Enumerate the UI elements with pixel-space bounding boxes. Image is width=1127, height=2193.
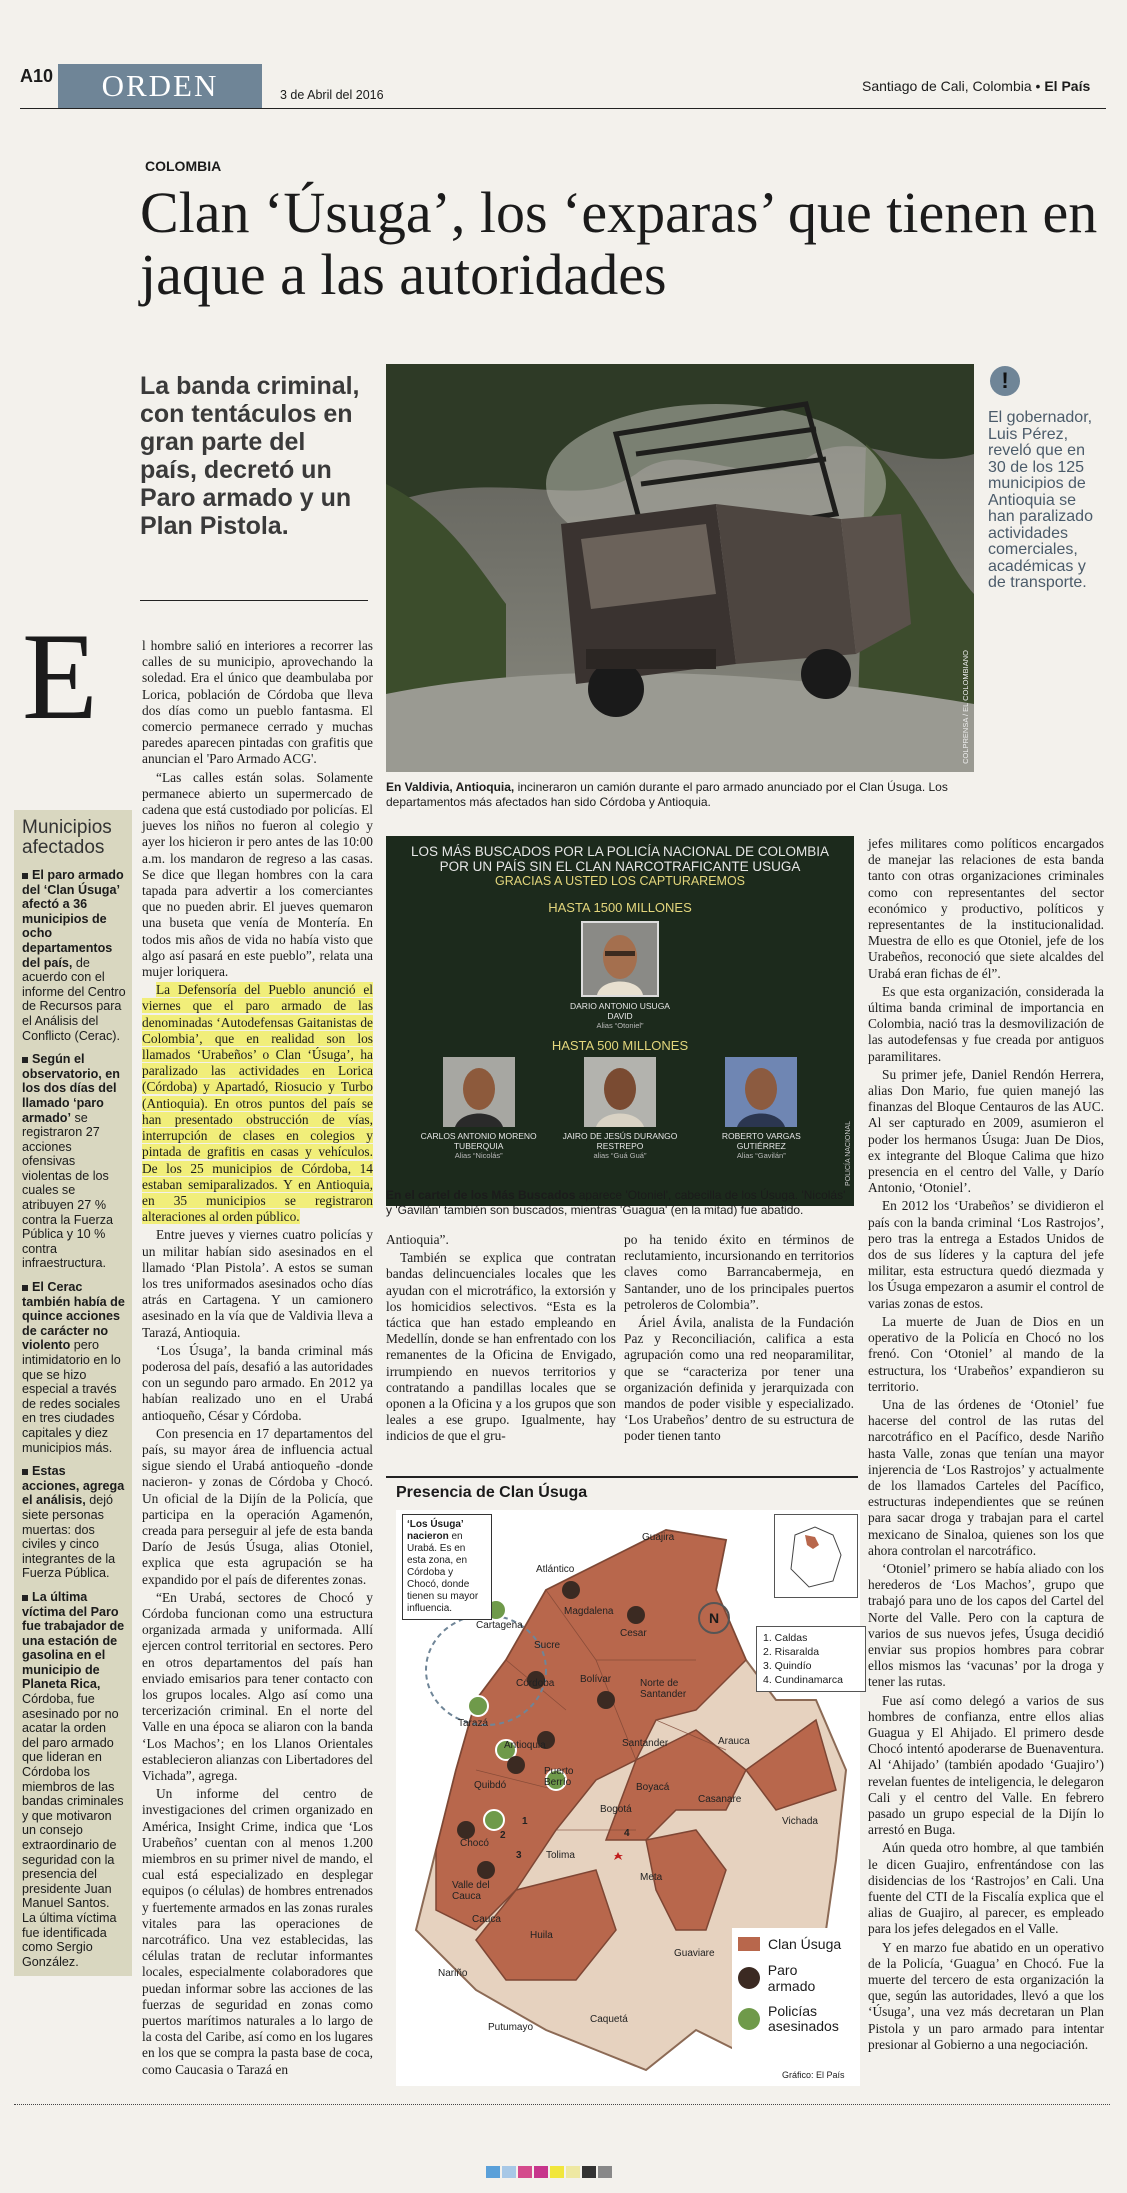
map-label: Atlántico <box>536 1564 575 1575</box>
truck-photo <box>386 364 974 772</box>
numbered-item: 2. Risaralda <box>763 1646 820 1658</box>
paragraph: Con presencia en 17 departamentos del país, su mayor área de influencia actual sigue siendo el Urabá antioqueño -donde nacieron- y zonas de Córdoba y Chocó. Un oficial de la Dijín de la Policía, que participa en la operación Agamenón, creada para perseguir al jefe de esta banda Darío de Jesús Úsuga, alias Otoniel, explica que esta agrupación se ha expandido por el país de diferentes zonas. <box>142 1425 373 1587</box>
map-label: Guaviare <box>674 1948 715 1959</box>
wanted-poster <box>386 836 854 1206</box>
headline: Clan ‘Úsuga’, los ‘exparas’ que tienen en jaque a las autoridades <box>140 180 1098 307</box>
page-number: A10 <box>20 66 54 86</box>
paragraph: La muerte de Juan de Dios en un operativo de la Policía en Chocó no los frenó. Con ‘Otoniel’ al mando de la estructura, los ‘Urabeños’ expandieron su territorio. <box>868 1313 1104 1394</box>
wanted-person-card <box>560 1057 680 1160</box>
reward-1: HASTA 1500 MILLONES <box>548 900 692 915</box>
map-label: Caquetá <box>590 2014 628 2025</box>
paragraph: “En Urabá, sectores de Chocó y Córdoba funcionan como una estructura organizada armada y uniformada. Allí ejercen control territorial en sectores. Pero en otros departamentos del país han enviado emisarios para tener contacto con los grupos locales. Algo así como una tercerización criminal. En el norte del Valle en una época se aliaron con la banda ‘Los Machos’; en los Llanos Orientales establecieron alianzas con Libertadores del Vichada”, agrega. <box>142 1589 373 1784</box>
legend-row: Clan Úsuga <box>738 1936 848 1952</box>
colombia-map <box>396 1510 860 2086</box>
header-place: Santiago de Cali, Colombia • El País <box>862 78 1091 94</box>
photo-credit: COLPRENSA / EL COLOMBIANO <box>961 650 970 764</box>
map-top-rule <box>386 1476 858 1478</box>
wanted-person-card <box>419 1057 539 1160</box>
paragraph: Fue así como delegó a varios de sus hombres de confianza, entre ellos alias Guagua y El Ahijado. El primero desde Chocó intentó apoderarse de Buenaventura. Al ‘Ahijado’ (también apodado ‘Guajiro’) revelan fuentes de inteligencia, le delegaron Cali y el centro del Valle. En febrero pasado un grupo especial de la Dijín lo arrestó en Buga. <box>868 1692 1104 1838</box>
poster-line-2: POR UN PAÍS SIN EL CLAN NARCOTRAFICANTE USUGA <box>439 859 801 874</box>
numbered-item: 4. Cundinamarca <box>763 1674 843 1686</box>
numbered-item: 1. Caldas <box>763 1632 808 1644</box>
header-date: 3 de Abril del 2016 <box>280 88 384 102</box>
legend-row: Policías asesinados <box>738 2004 848 2034</box>
map-label: Nariño <box>438 1968 468 1979</box>
map-label: Antioquia <box>504 1740 546 1751</box>
map-label: Quibdó <box>474 1780 507 1791</box>
map-label: 4 <box>624 1828 630 1839</box>
drop-cap: E <box>22 608 98 745</box>
kicker: COLOMBIA <box>145 158 222 174</box>
map-label: Cartagena <box>476 1620 523 1631</box>
map-label: Córdoba <box>516 1678 555 1689</box>
article-column-1 <box>142 638 373 2080</box>
map-label: Boyacá <box>636 1782 670 1793</box>
map-label: Norte de Santander <box>640 1678 687 1700</box>
map-inset <box>774 1514 858 1598</box>
map-callout: ‘Los Úsuga’ nacieron en Urabá. Es en esta zona, en Córdoba y Chocó, donde tienen su mayor influencia. <box>402 1514 492 1620</box>
portrait-guagua <box>584 1057 656 1127</box>
highlighted-paragraph: La Defensoría del Pueblo anunció el viernes que el paro armado de las denominadas ‘Autodefensas Gaitanistas de Colombia’, que en realidad son los llamados ‘Urabeños’ o Clan ‘Úsuga’, ha paralizado las actividades en Lorica (Córdoba) y Apartadó, Riosucio y Turbo (Antioquia). En otros puntos del país se han presentado obstrucción de vías, interrupción de clases en colegios y pintada de grafitis en casas y vehículos. De los 25 municipios de Córdoba, 14 estaban semiparalizados. Y en Antioquia, en 35 municipios se registraron alteraciones al orden público. <box>142 982 373 1225</box>
deck: La banda criminal, con tentáculos en gran parte del país, decretó un Paro armado y un Plan Pistola. <box>140 372 360 540</box>
wanted-person-card <box>701 1057 821 1160</box>
map-label: 3 <box>516 1850 522 1861</box>
person-name: CARLOS ANTONIO MORENO TUBERQUIA <box>420 1131 537 1151</box>
paragraph: jefes militares como políticos encargados de manejar las relaciones de esta banda tanto con otras organizaciones criminales como con representantes del sector económico y productivo, políticos y representantes de la institucionalidad. Muestra de ello es que Otoniel, jefe de los Urabeños, reconoció que siete alcaldes del Urabá eran fichas de él”. <box>868 836 1104 981</box>
map-label: 2 <box>500 1830 506 1841</box>
paragraph: Y en marzo fue abatido en un operativo de la Policía, ‘Guagua’ en Chocó. Fue la muerte del tercero de esta organización la que, según las autoridades, llevó a que los ‘Úsuga’, una vez más decretaran un Plan Pistola y un paro armado para intentar presionar al Gobierno a una negociación. <box>868 1939 1104 2052</box>
paragraph: ‘Otoniel’ primero se había aliado con los herederos de ‘Los Machos’, grupo que trabajó para uno de los capos del Cartel del Norte del Valle. Pero con la captura de varios de sus nuevos jefes, Úsuga decidió enviar sus propios hombres para cobrar ellos mismos las ‘vacunas’ por la droga y tener las rutas. <box>868 1560 1104 1690</box>
map-label: Tarazá <box>458 1718 489 1729</box>
paragraph: Antioquia”. <box>386 1232 449 1247</box>
portrait-nicolas <box>443 1057 515 1127</box>
map-label: Meta <box>640 1872 663 1883</box>
legend-row: Paro armado <box>738 1962 848 1994</box>
police-icon <box>738 2008 760 2030</box>
paragraph: ‘Los Úsuga’, la banda criminal más poderosa del país, desafió a las autoridades con un segundo paro armado. En 2012 ya habían realizado uno en el Urabá antioqueño, César y Córdoba. <box>142 1342 373 1423</box>
sidebar-item: Estas acciones, agrega el análisis, dejó siete personas muertas: dos civiles y cinco integrantes de la Fuerza Pública. <box>22 1464 125 1581</box>
portrait-gavilan <box>725 1057 797 1127</box>
sidebar-item: La última víctima del Paro fue trabajador de una estación de gasolina en el municipio de Planeta Rica, Córdoba, fue asesinado por no acatar la orden del paro armado que lideran en Córdoba los miembros de las bandas criminales y que motivaron un consejo extraordinario de seguridad con la presencia del presidente Juan Manuel Santos. La última víctima fue identificada como Sergio González. <box>22 1589 125 1969</box>
paragraph: Su primer jefe, Daniel Rendón Herrera, alias Don Mario, fue quien manejó las finanzas del Bloque Centauros de las AUC. Al ser capturado en 2009, asumieron el poder los hermanos Úsuga: Juan De Dios, ex integrante del Bloque Calima que hizo presencia en el centro del Valle, y Darío Antonio, ‘Otoniel’. <box>868 1066 1104 1196</box>
map-label: Arauca <box>718 1736 750 1747</box>
numbered-departments <box>756 1626 866 1692</box>
quote-text: El gobernador, Luis Pérez, reveló que en 30 de los 125 municipios de Antioquia se han paralizado actividades comerciales, académicas y de transporte. <box>988 409 1093 591</box>
map-label: Tolima <box>546 1850 575 1861</box>
paragraph: Un informe del centro de investigaciones del crimen organizado en América, Insight Crime, indica que ‘Los Urabeños’ cuentan con al menos 1.200 miembros en su primer nivel de mando, el cual está especializado en desplegar equipos (o células) de hombres entrenados y fuertemente armados en las zonas rurales vitales para las operaciones de narcotráfico. Una vez establecidas, las células tratan de reclutar informantes locales, especialmente colaboradores que puedan informar sobre las acciones de las fuerzas de seguridad en zonas como puertos marítimos naturales a lo largo de la costa del Caribe, así como en los lugares en los que se compra la pasta base de coca, como Caucasia o Tarazá en <box>142 1786 373 2077</box>
map-credit: Gráfico: El País <box>782 2070 845 2080</box>
map-label: Putumayo <box>488 2022 534 2033</box>
deck-rule <box>140 600 368 601</box>
rifle-icon <box>738 1967 760 1989</box>
paragraph: Una de las órdenes de ‘Otoniel’ fue hacerse del control de las rutas del narcotráfico en el Pacífico, desde Nariño hasta Valle, zonas que tenían una mayor injerencia de ‘Los Rastrojos’ y actualmente de los llamados Carteles del Pacífico, estructuras independientes que se reúnen para sacar droga y trabajan para el cartel mexicano de Sinaloa, quienes son los que ahora controlan el narcotráfico. <box>868 1396 1104 1558</box>
sidebar-item: El Cerac también había de quince acciones de carácter no violento pero intimidatorio en lo que se hizo especial a través de redes sociales en tres ciudades capitales y diez municipios más. <box>22 1280 125 1455</box>
photo-caption: En Valdivia, Antioquia, incineraron un camión durante el paro armado anunciado por el Clan Úsuga. Los departamentos más afectados han sido Córdoba y Antioquia. <box>386 780 948 809</box>
map-label: Cauca <box>472 1914 501 1925</box>
map-label: Casanare <box>698 1794 742 1805</box>
person-alias: alias “Guá Guá” <box>593 1151 647 1160</box>
poster-caption: En el cartel de los Más Buscados aparece 'Otoniel', cabecilla de los Úsuga. 'Nicolás' y 'Gavilán' también son buscados, mientras 'Guagua' (en la mitad) fue abatido. <box>386 1188 846 1217</box>
paragraph: Es que esta organización, considerada la última banda criminal de importancia en Colombia, nació tras la desmovilización de las autodefensas y fue creada por antiguos paramilitares. <box>868 983 1104 1064</box>
paragraph: Áriel Ávila, analista de la Fundación Paz y Reconciliación, califica a esta agrupación como una red neoparamilitar, que se “caracteriza por tener una organización definida y jerarquizada con mandos de poder visible y especializado. ‘Los Urabeños’ dentro de su estructura de poder tienen tanto <box>624 1315 854 1444</box>
article-column-2 <box>386 1232 616 1447</box>
paragraph: Entre jueves y viernes cuatro policías y un militar habían sido asesinados en el llamado ‘Plan Pistola’. A estos se suman los tres uniformados asesinados ocho días atrás en Cartagena. Y un camionero asesinado en la vía que de Valdivia lleva a Tarazá, Antioquia. <box>142 1227 373 1340</box>
person-alias: Alias “Nicolás” <box>454 1151 503 1160</box>
poster-credit: POLICÍA NACIONAL <box>845 1121 852 1186</box>
poster-line-3: GRACIAS A USTED LOS CAPTURAREMOS <box>494 874 746 888</box>
lead-paragraph: l hombre salió en interiores a recorrer las calles de su municipio, aprovechando la soledad. Era el único que deambulaba por Lorica, población de Córdoba que lleva dos días como un pueblo fantasma. El comercio permanece cerrado y muchas paredes aparecen pintadas con grafitis que anuncian el 'Paro Armado ACG'. <box>142 638 373 767</box>
article-column-3 <box>624 1232 854 1447</box>
article-column-4 <box>868 836 1104 2055</box>
sidebar-item: El paro armado del ‘Clan Úsuga’ afectó a 36 municipios de ocho departamentos del país, de acuerdo con el informe del Centro de Recursos para el Análisis del Conflicto (Cerac). <box>22 868 126 1043</box>
map-label: Santander <box>622 1738 669 1749</box>
paragraph: En 2012 los ‘Urabeños’ se dividieron el país con la banda criminal ‘Los Rastrojos’, pero tras la entrega a Estados Unidos de dos de sus líderes y la captura del jefe militar, esta estructura quedó diezmada y los Úsuga empezaron a asumir el control de varias zonas de estos. <box>868 1198 1104 1311</box>
clan-swatch-icon <box>738 1937 760 1951</box>
map-label: Vichada <box>782 1816 818 1827</box>
numbered-item: 3. Quindío <box>763 1660 812 1672</box>
map-label: Bolívar <box>580 1674 612 1685</box>
map-label: Cesar <box>620 1628 647 1639</box>
person-name: ROBERTO VARGAS GUTIÉRREZ <box>721 1131 801 1151</box>
print-color-bar <box>486 2166 612 2178</box>
map-label: Puerto Berrío <box>544 1766 574 1788</box>
paragraph: “Las calles están solas. Solamente permanece abierto un supermercado de cadena que está custodiado por policías. El jueves los niños no fueron al colegio y ayer los hicieron ir pero antes de las 10:00 a.m. los mandaron de regreso a las casas. Se dice que llegan hombres con la cara tapada para advertir a los comerciantes que no pueden abrir. El jueves quemaron una buseta que venía de Montería. En todos mis años de vida no había visto que algo así pasará en este pueblo”, relata una mujer loriquera. <box>142 769 373 980</box>
sidebar <box>14 810 132 1976</box>
map-label: Magdalena <box>564 1606 614 1617</box>
person-alias: Alias “Gavilán” <box>736 1151 786 1160</box>
map-label: Sucre <box>534 1640 561 1651</box>
paragraph: po ha tenido éxito en términos de reclutamiento, incursionando en territorios claves como Barrancabermeja, en Santander, uno de los principales puertos petroleros de Colombia”. <box>624 1232 854 1312</box>
map-label: Huila <box>530 1930 553 1941</box>
map-label: Valle del Cauca <box>452 1880 490 1902</box>
person-name: DARIO ANTONIO USUGA DAVID <box>570 1001 670 1021</box>
reward-2: HASTA 500 MILLONES <box>551 1038 689 1053</box>
section-label: ORDEN <box>58 64 262 108</box>
compass-icon: N <box>698 1602 730 1634</box>
sidebar-item: Según el observatorio, en los dos días del llamado ‘paro armado’ se registraron 27 acciones ofensivas violentas de los cuales se atribuyen 27 % contra la Fuerza Pública y 10 % contra infraestructura. <box>22 1052 120 1271</box>
person-name: JAIRO DE JESÚS DURANGO RESTREPO <box>562 1131 678 1151</box>
map-label: Chocó <box>460 1838 489 1849</box>
person-alias: Alias “Otoniel” <box>596 1021 644 1030</box>
paragraph: También se explica que contratan bandas delincuenciales locales que les ayudan con el microtráfico, la extorsión y los homicidios selectivos. “Esta es la táctica que han estado empleando en Medellín, donde se han enfrentado con los remanentes de la Oficina de Envigado, irrumpiendo en nuevos territorios y contratando a pandillas locales que se oponen a la Oficina y a los grupos que son leales a ese grupo. Igualmente, hay indicios de que el gru- <box>386 1250 616 1444</box>
sidebar-title: Municipios afectados <box>22 817 112 858</box>
header-rule <box>20 108 1106 109</box>
paragraph: Aún queda otro hombre, al que también le dicen Guajiro, enfrentándose con las disidencias de los ‘Rastrojos’ en Cali. Una fuente del CTI de la Fiscalía explica que el alias de Guajiro, al parecer, es empleado para los jefes delegados en el Valle. <box>868 1840 1104 1937</box>
map-label: Bogotá <box>600 1804 632 1815</box>
map-legend <box>732 1928 854 2066</box>
map-title: Presencia de Clan Úsuga <box>396 1484 588 1501</box>
map-label: Guajira <box>642 1532 675 1543</box>
poster-line-1: LOS MÁS BUSCADOS POR LA POLICÍA NACIONAL DE COLOMBIA <box>410 844 830 859</box>
footer-rule <box>14 2104 1110 2105</box>
portrait-otoniel <box>581 921 659 997</box>
map-label: 1 <box>522 1816 528 1827</box>
quote-icon: ! <box>990 366 1020 396</box>
